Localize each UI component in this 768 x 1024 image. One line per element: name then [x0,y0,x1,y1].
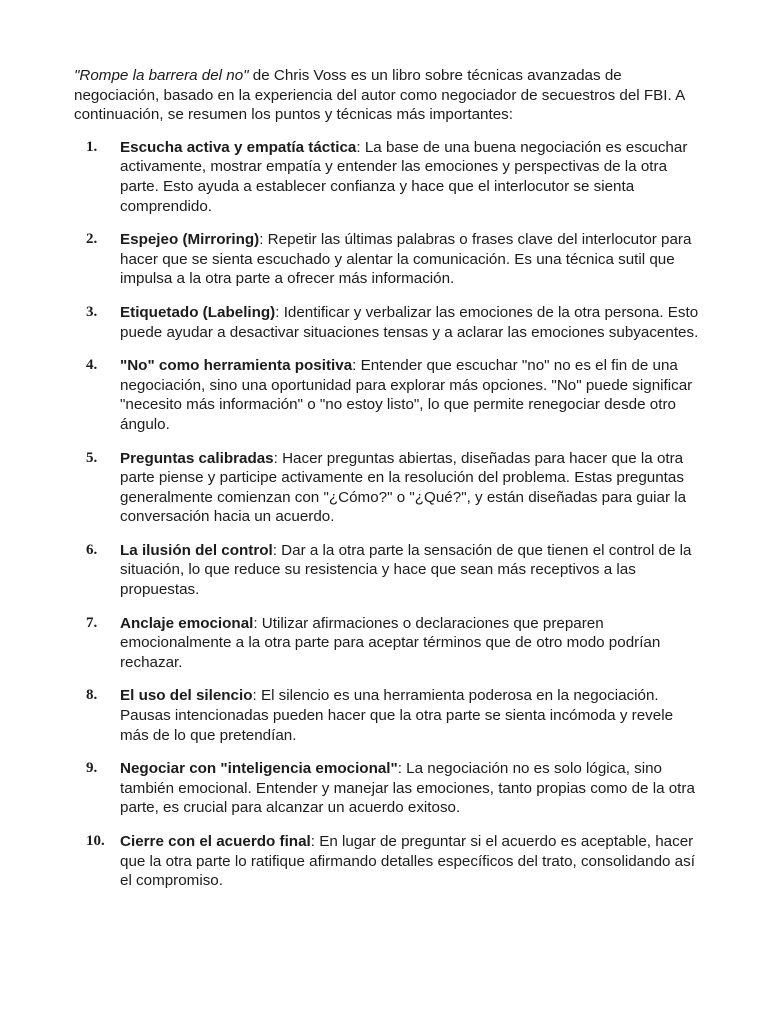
item-number: 7. [86,614,98,631]
item-term: "No" como herramienta positiva [120,357,353,375]
item-description: : La negociación no es solo lógica, sino también emocional. Entender y manejar las emociones, tanto propias como de la otra parte, es crucial para alcanzar un acuerdo exitoso. [120,760,695,817]
item-term: Etiquetado (Labeling) [120,303,276,321]
item-number: 9. [86,760,98,777]
item-description: : Repetir las últimas palabras o frases clave del interlocutor para hacer que se sienta escuchado y alentar la comunicación. Es una técnica sutil que impulsa a la otra parte a ofrecer más información. [120,231,692,288]
item-description: : Identificar y verbalizar las emociones de la otra persona. Esto puede ayudar a desactivar situaciones tensas y a aclarar las emociones subyacentes. [120,303,699,341]
techniques-list [74,138,704,891]
item-number: 8. [86,687,98,704]
item-term: Preguntas calibradas [120,449,274,467]
item-number: 3. [86,303,98,320]
item-number: 6. [86,541,98,558]
item-term: La ilusión del control [120,541,273,559]
list-item [74,449,704,527]
intro-paragraph [74,66,704,125]
list-item [74,614,704,673]
list-item [74,832,704,891]
item-description: : En lugar de preguntar si el acuerdo es aceptable, hacer que la otra parte lo ratifique afirmando detalles específicos del trato, consolidando así el compromiso. [120,833,695,890]
item-description: : El silencio es una herramienta poderosa en la negociación. Pausas intencionadas pueden hacer que la otra parte se sienta incómoda y revele más de lo que pretendían. [120,687,674,744]
item-number: 10. [86,833,105,849]
item-number: 5. [86,449,98,466]
item-term: Anclaje emocional [120,614,254,632]
list-item [74,686,704,745]
list-item [74,303,704,342]
item-number: 2. [86,231,98,248]
list-item [74,230,704,289]
document-page [74,66,704,905]
item-description: : Utilizar afirmaciones o declaraciones que preparen emocionalmente a la otra parte para aceptar términos que de otro modo podrían rechazar. [120,614,661,671]
item-description: : Dar a la otra parte la sensación de que tienen el control de la situación, lo que reduce su resistencia y hace que sean más receptivos a las propuestas. [120,541,692,599]
item-description: : Hacer preguntas abiertas, diseñadas para hacer que la otra parte piense y participe activamente en la resolución del problema. Estas preguntas generalmente comienzan con "¿Cómo?" o "¿Qué?", y están diseñadas para guiar la conversación hacia un acuerdo. [120,449,687,526]
item-number: 4. [86,357,98,374]
item-term: El uso del silencio [120,687,253,705]
item-description: : Entender que escuchar "no" no es el fin de una negociación, sino una oportunidad para explorar más opciones. "No" puede significar "necesito más información" o "no estoy listo", lo que permite renegociar desde otro ángulo. [120,357,693,433]
list-item [74,541,704,600]
list-item [74,759,704,818]
item-term: Espejeo (Mirroring) [120,231,260,249]
list-item [74,138,704,216]
intro-text: de Chris Voss es un libro sobre técnicas avanzadas de negociación, basado en la experiencia del autor como negociador de secuestros del FBI. A continuación, se resumen los puntos y técnicas más importantes: [74,67,685,124]
item-description: : La base de una buena negociación es escuchar activamente, mostrar empatía y entender las emociones y perspectivas de la otra parte. Esto ayuda a establecer confianza y hace que el interlocutor se sienta comprendido. [120,138,688,215]
book-title: "Rompe la barrera del no" [74,67,249,84]
item-term: Escucha activa y empatía táctica [120,138,357,156]
list-item [74,356,704,434]
item-number: 1. [86,138,98,155]
item-term: Negociar con "inteligencia emocional" [120,760,398,778]
item-term: Cierre con el acuerdo final [120,833,311,850]
